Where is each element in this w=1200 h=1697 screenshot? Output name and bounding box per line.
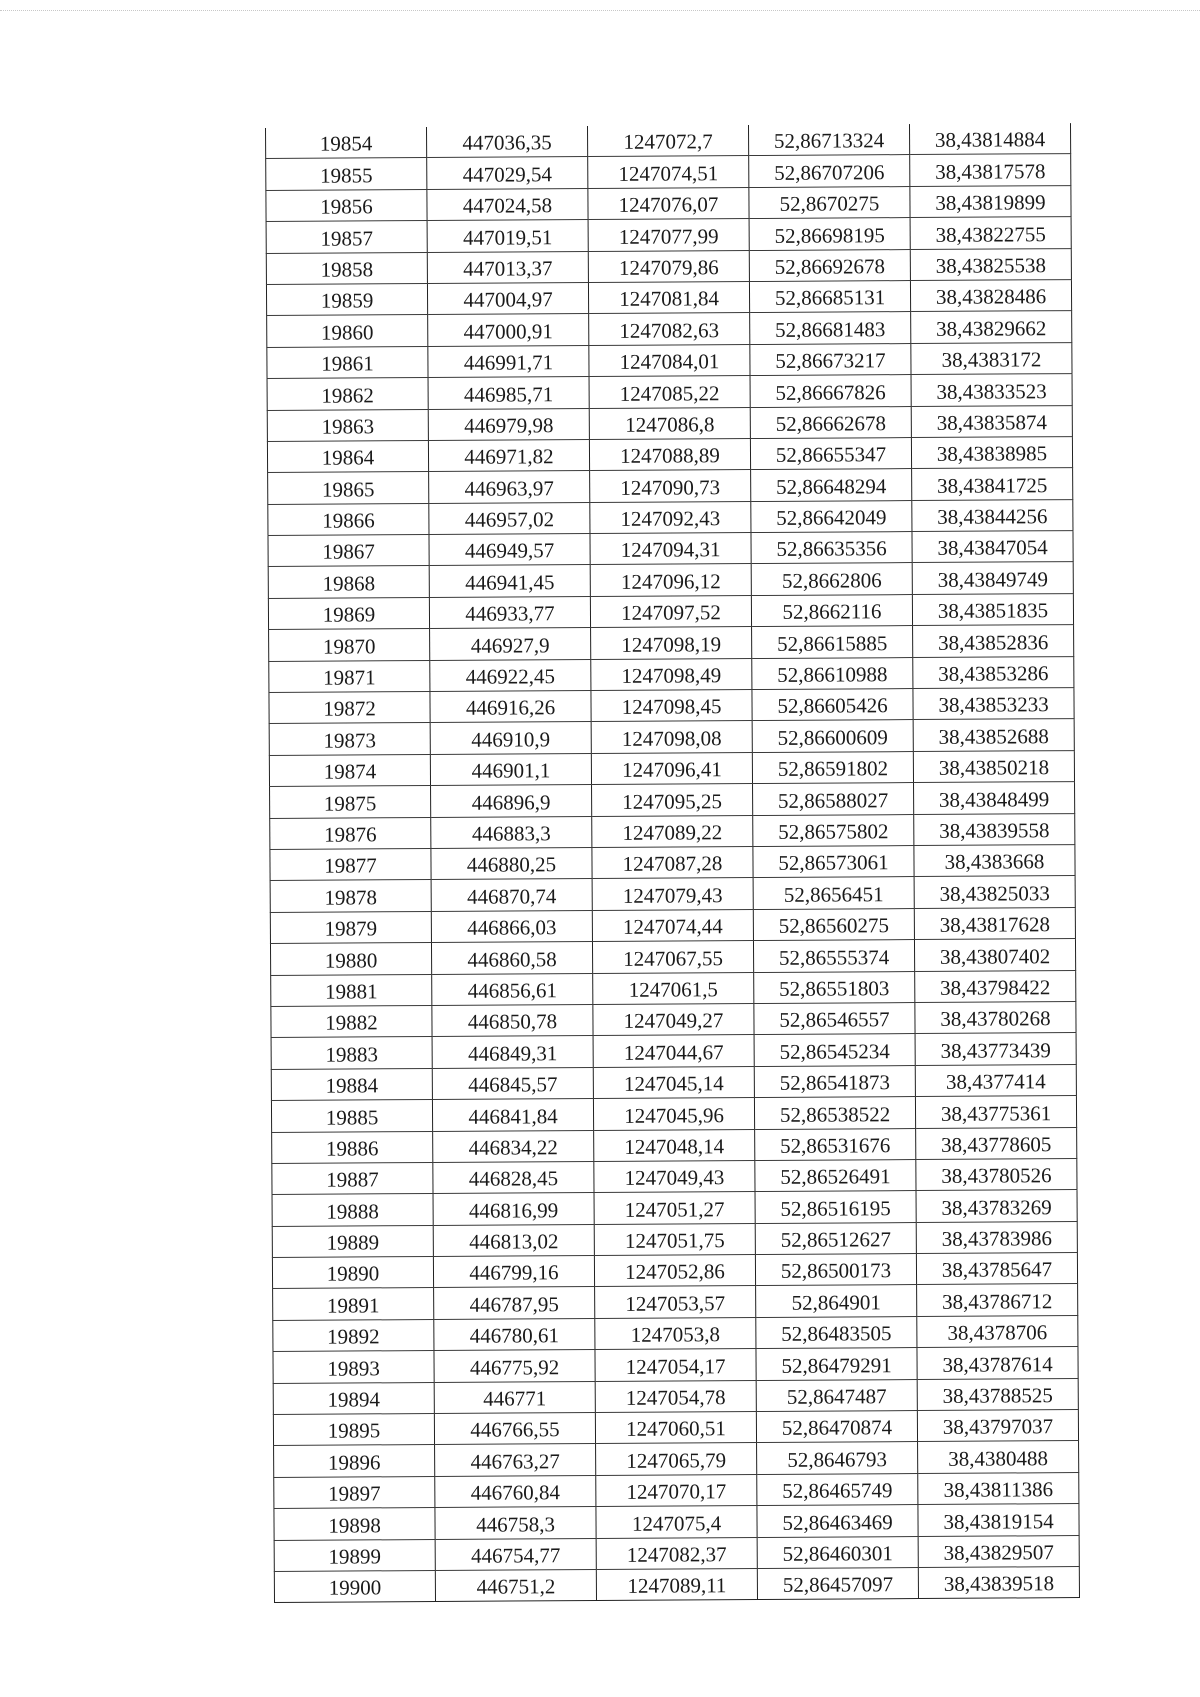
point-number-cell: 19867	[268, 535, 429, 567]
latitude-cell: 52,86713324	[748, 124, 909, 156]
x-coordinate-cell: 446841,84	[432, 1099, 593, 1131]
table-row	[273, 1284, 1078, 1320]
longitude-cell: 38,43829507	[918, 1535, 1079, 1567]
x-coordinate-cell: 446927,9	[430, 628, 591, 660]
latitude-cell: 52,86635356	[751, 532, 912, 564]
y-coordinate-cell: 1247045,96	[593, 1098, 754, 1130]
point-number-cell: 19896	[274, 1445, 435, 1477]
table-row	[267, 436, 1072, 472]
latitude-cell: 52,86538522	[754, 1097, 915, 1129]
x-coordinate-cell: 446771	[434, 1381, 595, 1413]
table-row	[272, 1127, 1077, 1163]
latitude-cell: 52,86681483	[750, 312, 911, 344]
x-coordinate-cell: 446870,74	[431, 879, 592, 911]
latitude-cell: 52,86479291	[756, 1348, 917, 1380]
longitude-cell: 38,43775361	[915, 1096, 1076, 1128]
x-coordinate-cell: 446941,45	[429, 565, 590, 597]
x-coordinate-cell: 446880,25	[431, 848, 592, 880]
longitude-cell: 38,43788525	[917, 1378, 1078, 1410]
y-coordinate-cell: 1247060,51	[595, 1412, 756, 1444]
table-row	[266, 154, 1071, 190]
x-coordinate-cell: 446850,78	[432, 1004, 593, 1036]
y-coordinate-cell: 1247049,43	[594, 1160, 755, 1192]
longitude-cell: 38,4383172	[911, 342, 1072, 374]
latitude-cell: 52,86588027	[753, 783, 914, 815]
latitude-cell: 52,864901	[756, 1285, 917, 1317]
x-coordinate-cell: 446985,71	[428, 377, 589, 409]
point-number-cell: 19899	[274, 1539, 435, 1571]
latitude-cell: 52,86648294	[751, 469, 912, 501]
table-row	[272, 1158, 1077, 1194]
table-row	[274, 1535, 1079, 1571]
y-coordinate-cell: 1247097,52	[590, 595, 751, 627]
longitude-cell: 38,43848499	[914, 782, 1075, 814]
y-coordinate-cell: 1247096,12	[590, 564, 751, 596]
latitude-cell: 52,86526491	[755, 1159, 916, 1191]
table-row	[267, 405, 1072, 441]
latitude-cell: 52,8662116	[751, 594, 912, 626]
y-coordinate-cell: 1247082,37	[596, 1537, 757, 1569]
x-coordinate-cell: 446780,61	[434, 1318, 595, 1350]
longitude-cell: 38,4383668	[914, 845, 1075, 877]
latitude-cell: 52,86692678	[749, 249, 910, 281]
latitude-cell: 52,86575802	[753, 814, 914, 846]
point-number-cell: 19858	[266, 252, 427, 284]
point-number-cell: 19884	[271, 1068, 432, 1100]
point-number-cell: 19865	[268, 472, 429, 504]
point-number-cell: 19873	[269, 723, 430, 755]
latitude-cell: 52,86457097	[757, 1568, 918, 1600]
x-coordinate-cell: 446896,9	[431, 785, 592, 817]
point-number-cell: 19854	[266, 127, 427, 159]
y-coordinate-cell: 1247086,8	[589, 407, 750, 439]
table-row	[274, 1567, 1079, 1603]
point-number-cell: 19895	[273, 1414, 434, 1446]
x-coordinate-cell: 446787,95	[434, 1287, 595, 1319]
y-coordinate-cell: 1247098,19	[591, 627, 752, 659]
longitude-cell: 38,43841725	[912, 468, 1073, 500]
y-coordinate-cell: 1247053,8	[595, 1317, 756, 1349]
point-number-cell: 19887	[272, 1162, 433, 1194]
longitude-cell: 38,43817578	[910, 154, 1071, 186]
point-number-cell: 19872	[269, 692, 430, 724]
longitude-cell: 38,43847054	[912, 531, 1073, 563]
table-row	[272, 1221, 1077, 1257]
latitude-cell: 52,8670275	[749, 186, 910, 218]
table-row	[271, 1033, 1076, 1069]
y-coordinate-cell: 1247077,99	[588, 219, 749, 251]
table-row	[267, 311, 1072, 347]
point-number-cell: 19866	[268, 503, 429, 535]
x-coordinate-cell: 446866,03	[431, 910, 592, 942]
point-number-cell: 19859	[266, 283, 427, 315]
x-coordinate-cell: 447029,54	[427, 157, 588, 189]
table-row	[271, 1002, 1076, 1038]
latitude-cell: 52,86642049	[751, 500, 912, 532]
longitude-cell: 38,43817628	[914, 907, 1075, 939]
y-coordinate-cell: 1247079,86	[588, 250, 749, 282]
y-coordinate-cell: 1247074,44	[592, 909, 753, 941]
longitude-cell: 38,43783986	[916, 1221, 1077, 1253]
point-number-cell: 19882	[271, 1005, 432, 1037]
x-coordinate-cell: 446845,57	[432, 1067, 593, 1099]
y-coordinate-cell: 1247074,51	[588, 156, 749, 188]
latitude-cell: 52,86615885	[752, 626, 913, 658]
table-row	[268, 468, 1073, 504]
longitude-cell: 38,43819154	[918, 1504, 1079, 1536]
table-row	[269, 625, 1074, 661]
longitude-cell: 38,43773439	[915, 1033, 1076, 1065]
latitude-cell: 52,86655347	[750, 437, 911, 469]
y-coordinate-cell: 1247098,49	[591, 658, 752, 690]
y-coordinate-cell: 1247065,79	[596, 1443, 757, 1475]
y-coordinate-cell: 1247053,57	[595, 1286, 756, 1318]
y-coordinate-cell: 1247089,11	[596, 1568, 757, 1600]
y-coordinate-cell: 1247075,4	[596, 1506, 757, 1538]
y-coordinate-cell: 1247081,84	[588, 281, 749, 313]
x-coordinate-cell: 446949,57	[429, 534, 590, 566]
x-coordinate-cell: 447019,51	[427, 220, 588, 252]
table-row	[269, 750, 1074, 786]
longitude-cell: 38,43783269	[916, 1190, 1077, 1222]
longitude-cell: 38,43849749	[912, 562, 1073, 594]
x-coordinate-cell: 446971,82	[428, 439, 589, 471]
point-number-cell: 19885	[271, 1100, 432, 1132]
x-coordinate-cell: 446775,92	[434, 1350, 595, 1382]
table-row	[268, 531, 1073, 567]
point-number-cell: 19889	[272, 1225, 433, 1257]
longitude-cell: 38,43835874	[911, 405, 1072, 437]
latitude-cell: 52,86531676	[755, 1128, 916, 1160]
latitude-cell: 52,86560275	[753, 908, 914, 940]
point-number-cell: 19898	[274, 1508, 435, 1540]
y-coordinate-cell: 1247088,89	[589, 438, 750, 470]
latitude-cell: 52,8646793	[757, 1442, 918, 1474]
x-coordinate-cell: 446763,27	[435, 1444, 596, 1476]
latitude-cell: 52,86591802	[752, 751, 913, 783]
longitude-cell: 38,43839518	[918, 1567, 1079, 1599]
latitude-cell: 52,86707206	[749, 155, 910, 187]
y-coordinate-cell: 1247090,73	[590, 470, 751, 502]
y-coordinate-cell: 1247085,22	[589, 376, 750, 408]
x-coordinate-cell: 446933,77	[429, 596, 590, 628]
longitude-cell: 38,43807402	[914, 939, 1075, 971]
point-number-cell: 19892	[273, 1319, 434, 1351]
y-coordinate-cell: 1247054,78	[595, 1380, 756, 1412]
table-row	[269, 656, 1074, 692]
table-row	[270, 845, 1075, 881]
table-row	[266, 217, 1071, 253]
table-row	[268, 499, 1073, 535]
latitude-cell: 52,86610988	[752, 657, 913, 689]
table-row	[270, 782, 1075, 818]
y-coordinate-cell: 1247095,25	[592, 784, 753, 816]
latitude-cell: 52,86555374	[753, 940, 914, 972]
y-coordinate-cell: 1247089,22	[592, 815, 753, 847]
longitude-cell: 38,4380488	[918, 1441, 1079, 1473]
y-coordinate-cell: 1247096,41	[591, 752, 752, 784]
latitude-cell: 52,86605426	[752, 689, 913, 721]
table-row	[273, 1347, 1078, 1383]
table-row	[266, 248, 1071, 284]
x-coordinate-cell: 446816,99	[433, 1193, 594, 1225]
latitude-cell: 52,86685131	[749, 281, 910, 313]
latitude-cell: 52,86545234	[754, 1034, 915, 1066]
point-number-cell: 19863	[267, 409, 428, 441]
table-row	[273, 1378, 1078, 1414]
longitude-cell: 38,43850218	[913, 750, 1074, 782]
y-coordinate-cell: 1247084,01	[589, 344, 750, 376]
table-row	[274, 1472, 1079, 1508]
x-coordinate-cell: 446991,71	[428, 345, 589, 377]
longitude-cell: 38,43838985	[911, 436, 1072, 468]
x-coordinate-cell: 447024,58	[427, 188, 588, 220]
point-number-cell: 19860	[267, 315, 428, 347]
y-coordinate-cell: 1247082,63	[589, 313, 750, 345]
point-number-cell: 19878	[270, 880, 431, 912]
latitude-cell: 52,86516195	[755, 1191, 916, 1223]
y-coordinate-cell: 1247098,08	[591, 721, 752, 753]
point-number-cell: 19897	[274, 1476, 435, 1508]
latitude-cell: 52,8647487	[756, 1379, 917, 1411]
table-row	[266, 123, 1071, 159]
table-row	[270, 876, 1075, 912]
y-coordinate-cell: 1247054,17	[595, 1349, 756, 1381]
table-row	[269, 719, 1074, 755]
point-number-cell: 19900	[274, 1570, 435, 1602]
point-number-cell: 19876	[270, 817, 431, 849]
longitude-cell: 38,43778605	[916, 1127, 1077, 1159]
longitude-cell: 38,43825538	[910, 248, 1071, 280]
y-coordinate-cell: 1247072,7	[587, 125, 748, 157]
y-coordinate-cell: 1247044,67	[593, 1035, 754, 1067]
longitude-cell: 38,43786712	[917, 1284, 1078, 1316]
table-row	[272, 1253, 1077, 1289]
x-coordinate-cell: 446751,2	[435, 1569, 596, 1601]
table-row	[270, 907, 1075, 943]
x-coordinate-cell: 446922,45	[430, 659, 591, 691]
point-number-cell: 19886	[272, 1131, 433, 1163]
scan-artifact-line	[0, 10, 1200, 12]
longitude-cell: 38,4378706	[917, 1315, 1078, 1347]
y-coordinate-cell: 1247098,45	[591, 690, 752, 722]
point-number-cell: 19870	[269, 629, 430, 661]
y-coordinate-cell: 1247051,75	[594, 1223, 755, 1255]
x-coordinate-cell: 446849,31	[432, 1036, 593, 1068]
table-row	[268, 562, 1073, 598]
table-row	[270, 813, 1075, 849]
x-coordinate-cell: 446828,45	[433, 1161, 594, 1193]
table-row	[270, 939, 1075, 975]
x-coordinate-cell: 446901,1	[430, 753, 591, 785]
longitude-cell: 38,4377414	[915, 1064, 1076, 1096]
latitude-cell: 52,86546557	[754, 1002, 915, 1034]
table-row	[269, 688, 1074, 724]
x-coordinate-cell: 447004,97	[427, 282, 588, 314]
table-row	[273, 1410, 1078, 1446]
x-coordinate-cell: 446758,3	[435, 1507, 596, 1539]
y-coordinate-cell: 1247076,07	[588, 187, 749, 219]
x-coordinate-cell: 447013,37	[427, 251, 588, 283]
x-coordinate-cell: 446799,16	[433, 1256, 594, 1288]
longitude-cell: 38,43851835	[912, 593, 1073, 625]
longitude-cell: 38,43797037	[917, 1410, 1078, 1442]
x-coordinate-cell: 446834,22	[433, 1130, 594, 1162]
point-number-cell: 19855	[266, 158, 427, 190]
point-number-cell: 19857	[266, 221, 427, 253]
table-row	[273, 1315, 1078, 1351]
x-coordinate-cell: 446963,97	[429, 471, 590, 503]
x-coordinate-cell: 446754,77	[435, 1538, 596, 1570]
table-row	[266, 280, 1071, 316]
x-coordinate-cell: 446860,58	[431, 942, 592, 974]
x-coordinate-cell: 447036,35	[426, 126, 587, 158]
y-coordinate-cell: 1247061,5	[593, 972, 754, 1004]
point-number-cell: 19862	[267, 378, 428, 410]
longitude-cell: 38,43811386	[918, 1472, 1079, 1504]
longitude-cell: 38,43839558	[914, 813, 1075, 845]
table-row	[267, 342, 1072, 378]
longitude-cell: 38,43853233	[913, 688, 1074, 720]
longitude-cell: 38,43825033	[914, 876, 1075, 908]
latitude-cell: 52,8656451	[753, 877, 914, 909]
point-number-cell: 19890	[272, 1257, 433, 1289]
latitude-cell: 52,86470874	[756, 1411, 917, 1443]
longitude-cell: 38,43780526	[916, 1158, 1077, 1190]
latitude-cell: 52,86600609	[752, 720, 913, 752]
x-coordinate-cell: 446856,61	[432, 973, 593, 1005]
point-number-cell: 19880	[270, 943, 431, 975]
table-row	[272, 1190, 1077, 1226]
longitude-cell: 38,43828486	[910, 280, 1071, 312]
latitude-cell: 52,86460301	[757, 1536, 918, 1568]
table-row	[268, 593, 1073, 629]
x-coordinate-cell: 446813,02	[433, 1224, 594, 1256]
x-coordinate-cell: 446979,98	[428, 408, 589, 440]
longitude-cell: 38,43814884	[909, 123, 1070, 155]
latitude-cell: 52,86573061	[753, 846, 914, 878]
latitude-cell: 52,86673217	[750, 343, 911, 375]
y-coordinate-cell: 1247070,17	[596, 1474, 757, 1506]
latitude-cell: 52,86483505	[756, 1316, 917, 1348]
x-coordinate-cell: 446766,55	[434, 1413, 595, 1445]
longitude-cell: 38,43829662	[911, 311, 1072, 343]
x-coordinate-cell: 446916,26	[430, 691, 591, 723]
x-coordinate-cell: 446957,02	[429, 502, 590, 534]
y-coordinate-cell: 1247052,86	[594, 1255, 755, 1287]
table-row	[271, 970, 1076, 1006]
y-coordinate-cell: 1247049,27	[593, 1003, 754, 1035]
point-number-cell: 19894	[273, 1382, 434, 1414]
latitude-cell: 52,8662806	[751, 563, 912, 595]
point-number-cell: 19879	[270, 911, 431, 943]
longitude-cell: 38,43822755	[910, 217, 1071, 249]
latitude-cell: 52,86541873	[754, 1065, 915, 1097]
table-row	[274, 1441, 1079, 1477]
point-number-cell: 19883	[271, 1037, 432, 1069]
point-number-cell: 19864	[267, 440, 428, 472]
longitude-cell: 38,43819899	[910, 185, 1071, 217]
longitude-cell: 38,43785647	[916, 1253, 1077, 1285]
table-row	[267, 374, 1072, 410]
longitude-cell: 38,43780268	[915, 1002, 1076, 1034]
y-coordinate-cell: 1247051,27	[594, 1192, 755, 1224]
longitude-cell: 38,43852836	[913, 625, 1074, 657]
x-coordinate-cell: 446883,3	[431, 816, 592, 848]
point-number-cell: 19869	[268, 597, 429, 629]
coordinates-table-body	[266, 123, 1080, 1603]
y-coordinate-cell: 1247079,43	[592, 878, 753, 910]
table-row	[271, 1064, 1076, 1100]
point-number-cell: 19874	[269, 754, 430, 786]
coordinates-table	[265, 123, 1080, 1603]
table-row	[271, 1096, 1076, 1132]
longitude-cell: 38,43833523	[911, 374, 1072, 406]
x-coordinate-cell: 446760,84	[435, 1475, 596, 1507]
latitude-cell: 52,86698195	[749, 218, 910, 250]
y-coordinate-cell: 1247087,28	[592, 847, 753, 879]
table-row	[274, 1504, 1079, 1540]
longitude-cell: 38,43798422	[915, 970, 1076, 1002]
latitude-cell: 52,86500173	[755, 1254, 916, 1286]
point-number-cell: 19856	[266, 189, 427, 221]
y-coordinate-cell: 1247045,14	[593, 1066, 754, 1098]
longitude-cell: 38,43853286	[913, 656, 1074, 688]
point-number-cell: 19871	[269, 660, 430, 692]
point-number-cell: 19881	[271, 974, 432, 1006]
point-number-cell: 19877	[270, 848, 431, 880]
latitude-cell: 52,86667826	[750, 375, 911, 407]
longitude-cell: 38,43787614	[917, 1347, 1078, 1379]
longitude-cell: 38,43852688	[913, 719, 1074, 751]
x-coordinate-cell: 447000,91	[428, 314, 589, 346]
point-number-cell: 19875	[270, 786, 431, 818]
table-row	[266, 185, 1071, 221]
y-coordinate-cell: 1247048,14	[594, 1129, 755, 1161]
y-coordinate-cell: 1247067,55	[592, 941, 753, 973]
y-coordinate-cell: 1247094,31	[590, 533, 751, 565]
point-number-cell: 19888	[272, 1194, 433, 1226]
latitude-cell: 52,86463469	[757, 1505, 918, 1537]
longitude-cell: 38,43844256	[912, 499, 1073, 531]
point-number-cell: 19868	[268, 566, 429, 598]
latitude-cell: 52,86662678	[750, 406, 911, 438]
point-number-cell: 19893	[273, 1351, 434, 1383]
latitude-cell: 52,86551803	[754, 971, 915, 1003]
x-coordinate-cell: 446910,9	[430, 722, 591, 754]
latitude-cell: 52,86512627	[755, 1222, 916, 1254]
latitude-cell: 52,86465749	[757, 1473, 918, 1505]
point-number-cell: 19861	[267, 346, 428, 378]
y-coordinate-cell: 1247092,43	[590, 501, 751, 533]
point-number-cell: 19891	[273, 1288, 434, 1320]
